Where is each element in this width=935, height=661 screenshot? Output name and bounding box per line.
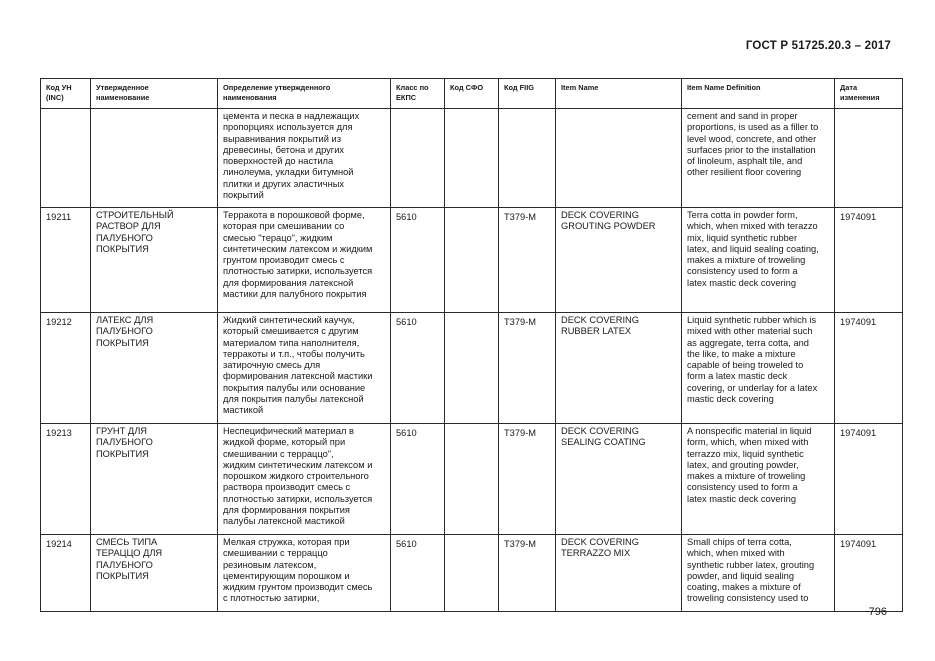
cell-item-definition: Terra cotta in powder form, which, when mixed with terazzo mix, liquid synthetic rubber latex, and liquid sealing coating, makes a mixture of troweling consistency used to form a latex mastic deck covering bbox=[682, 208, 835, 313]
cell-fiig bbox=[499, 109, 556, 208]
table-row bbox=[41, 109, 903, 208]
cell-date: 1974091 bbox=[835, 208, 903, 313]
cell-item-definition: cement and sand in proper proportions, is used as a filler to level wood, concrete, and other surfaces prior to the installation of linoleum, asphalt tile, and other resilient floor covering bbox=[682, 109, 835, 208]
cell-name-ru: ЛАТЕКС ДЛЯ ПАЛУБНОГО ПОКРЫТИЯ bbox=[91, 313, 218, 424]
cell-inc: 19211 bbox=[41, 208, 91, 313]
catalog-table bbox=[40, 78, 903, 612]
cell-definition-ru: Неспецифический материал в жидкой форме, который при смешивании с терраццо", жидким синтетическим латексом и порошком жидкого строительного раствора производит смесь с плотностью затирки, используется для формирования покрытия палубы латексной мастикой bbox=[218, 424, 391, 535]
cell-definition-ru: цемента и песка в надлежащих пропорциях используется для выравнивания покрытий из древесины, бетона и других поверхностей до настила линолеума, укладки битумной плитки и других эластичных покрытий bbox=[218, 109, 391, 208]
cell-date: 1974091 bbox=[835, 424, 903, 535]
cell-inc: 19214 bbox=[41, 535, 91, 612]
cell-fiig: Т379-М bbox=[499, 535, 556, 612]
col-header-name-ru: Утвержденное наименование bbox=[91, 79, 218, 109]
col-header-inc: Код УН (INC) bbox=[41, 79, 91, 109]
document-id: ГОСТ Р 51725.20.3 – 2017 bbox=[745, 40, 891, 52]
cell-item-definition: Liquid synthetic rubber which is mixed with other material such as aggregate, terra cotta, and the like, to make a mixture capable of being troweled to form a latex mastic deck covering, or underlay for a latex mastic deck covering bbox=[682, 313, 835, 424]
col-header-ekps: Класс по ЕКПС bbox=[391, 79, 445, 109]
cell-inc: 19213 bbox=[41, 424, 91, 535]
cell-ekps: 5610 bbox=[391, 313, 445, 424]
cell-item-name: DECK COVERING RUBBER LATEX bbox=[556, 313, 682, 424]
cell-sfo bbox=[445, 109, 499, 208]
col-header-item-name: Item Name bbox=[556, 79, 682, 109]
cell-name-ru bbox=[91, 109, 218, 208]
cell-fiig: Т379-М bbox=[499, 424, 556, 535]
cell-sfo bbox=[445, 313, 499, 424]
cell-inc: 19212 bbox=[41, 313, 91, 424]
cell-item-name bbox=[556, 109, 682, 208]
cell-item-definition: Small chips of terra cotta, which, when mixed with synthetic rubber latex, grouting powder, and liquid sealing coating, makes a mixture of troweling consistency used to bbox=[682, 535, 835, 612]
cell-definition-ru: Мелкая стружка, которая при смешивании с терраццо резиновым латексом, цементирующим порошком и жидким грунтом производит смесь с плотностью затирки, bbox=[218, 535, 391, 612]
cell-date: 1974091 bbox=[835, 535, 903, 612]
cell-name-ru: СМЕСЬ ТИПА ТЕРАЦЦО ДЛЯ ПАЛУБНОГО ПОКРЫТИЯ bbox=[91, 535, 218, 612]
cell-definition-ru: Терракота в порошковой форме, которая при смешивании со смесью "терацо", жидким синтетическим латексом и жидким грунтом производит смесь с плотностью затирки, используется для формирования латексной мастики для палубного покрытия bbox=[218, 208, 391, 313]
cell-item-name: DECK COVERING TERRAZZO MIX bbox=[556, 535, 682, 612]
cell-sfo bbox=[445, 208, 499, 313]
cell-ekps: 5610 bbox=[391, 424, 445, 535]
table-row bbox=[41, 424, 903, 535]
cell-name-ru: ГРУНТ ДЛЯ ПАЛУБНОГО ПОКРЫТИЯ bbox=[91, 424, 218, 535]
col-header-definition-ru: Определение утвержденного наименования bbox=[218, 79, 391, 109]
col-header-item-definition: Item Name Definition bbox=[682, 79, 835, 109]
table-row bbox=[41, 313, 903, 424]
cell-ekps: 5610 bbox=[391, 535, 445, 612]
col-header-fiig: Код FIIG bbox=[499, 79, 556, 109]
cell-definition-ru: Жидкий синтетический каучук, который смешивается с другим материалом типа наполнителя, терракоты и т.п., чтобы получить затирочную смесь для формирования латексной мастики покрытия палубы или основание для покрытия палубы латексной мастикой bbox=[218, 313, 391, 424]
cell-item-name: DECK COVERING GROUTING POWDER bbox=[556, 208, 682, 313]
col-header-date: Дата изменения bbox=[835, 79, 903, 109]
table-row bbox=[41, 208, 903, 313]
cell-fiig: Т379-М bbox=[499, 313, 556, 424]
cell-item-name: DECK COVERING SEALING COATING bbox=[556, 424, 682, 535]
page-number: 796 bbox=[868, 606, 887, 618]
cell-item-definition: A nonspecific material in liquid form, which, when mixed with terrazzo mix, liquid synthetic latex, and grouting powder, makes a mixture of troweling consistency used to form a latex mastic deck covering bbox=[682, 424, 835, 535]
cell-name-ru: СТРОИТЕЛЬНЫЙ РАСТВОР ДЛЯ ПАЛУБНОГО ПОКРЫТИЯ bbox=[91, 208, 218, 313]
cell-ekps bbox=[391, 109, 445, 208]
col-header-sfo: Код СФО bbox=[445, 79, 499, 109]
table-header bbox=[41, 79, 903, 109]
cell-sfo bbox=[445, 535, 499, 612]
cell-date bbox=[835, 109, 903, 208]
cell-inc bbox=[41, 109, 91, 208]
table-row bbox=[41, 535, 903, 612]
cell-sfo bbox=[445, 424, 499, 535]
cell-date: 1974091 bbox=[835, 313, 903, 424]
cell-fiig: Т379-М bbox=[499, 208, 556, 313]
cell-ekps: 5610 bbox=[391, 208, 445, 313]
